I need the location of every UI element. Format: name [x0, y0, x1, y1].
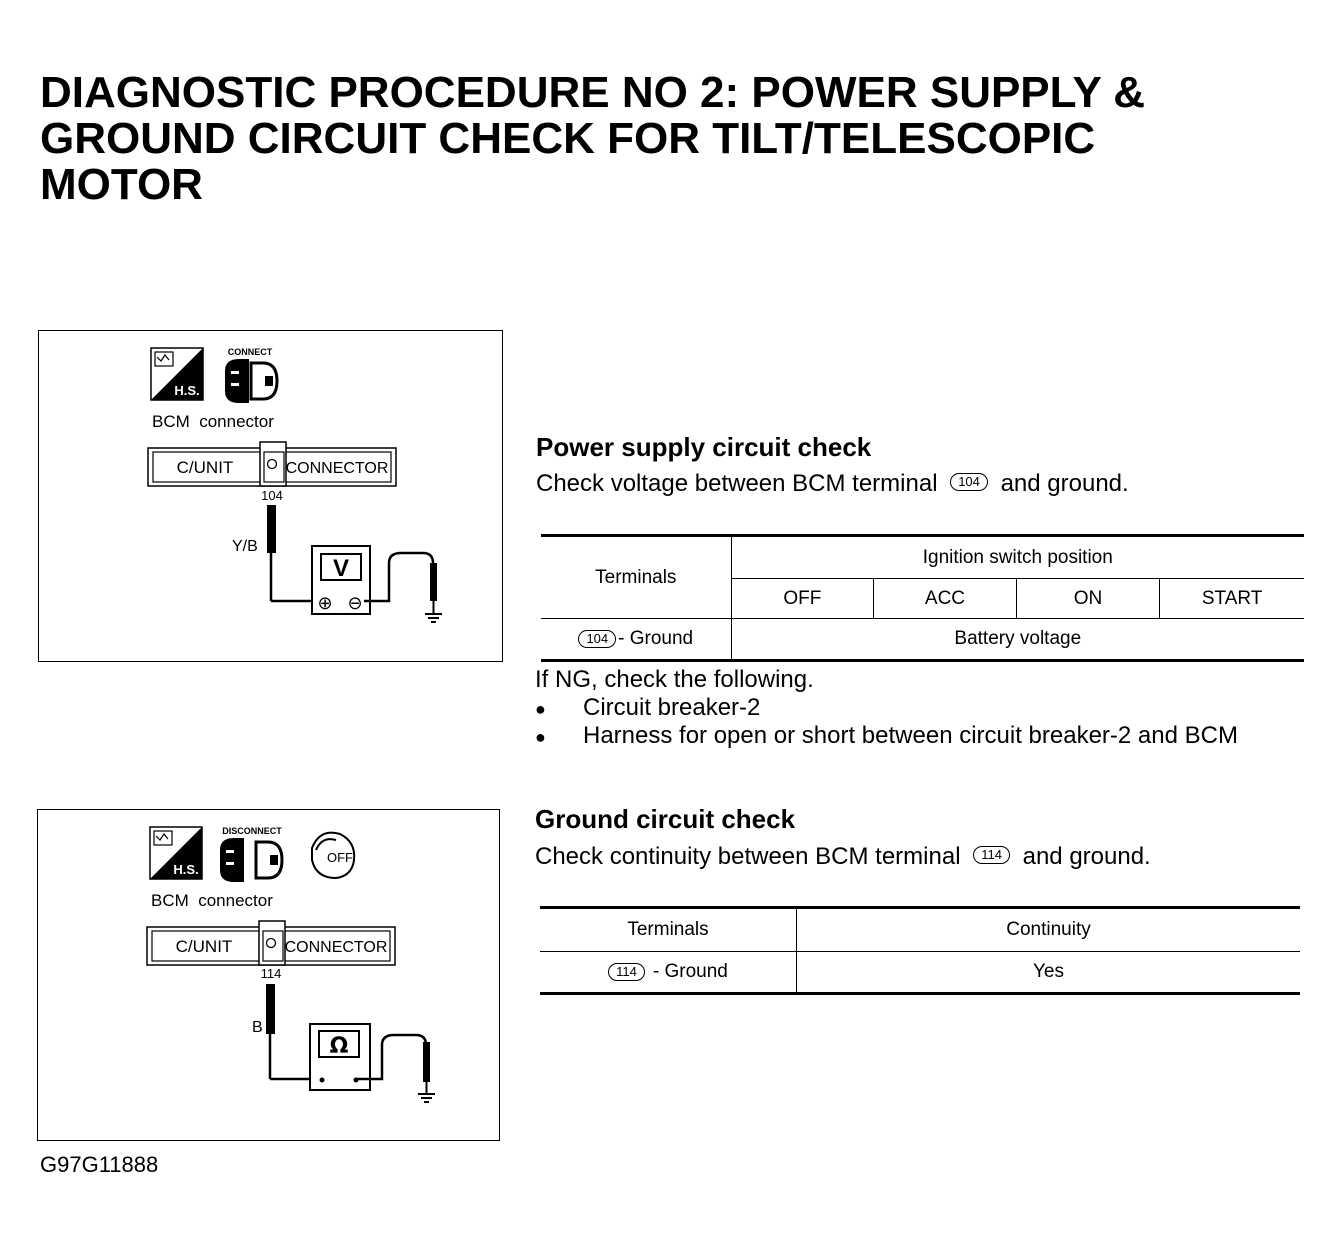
- bcm-connector-label: BCM connector: [152, 412, 274, 431]
- bcm-connector-label: BCM connector: [151, 891, 273, 910]
- terminal-cell: [540, 952, 797, 994]
- terminal-badge: 104: [950, 473, 988, 491]
- ng-instruction: If NG, check the following.: [535, 666, 814, 693]
- ground-circuit-table: [540, 906, 1300, 995]
- wire-color-label: Y/B: [232, 538, 258, 555]
- connector-box-label: CONNECTOR: [285, 460, 389, 477]
- terminals-header: Terminals: [541, 536, 731, 619]
- terminals-header: Terminals: [540, 908, 797, 952]
- title-line-2: GROUND CIRCUIT CHECK FOR TILT/TELESCOPIC: [40, 114, 1096, 163]
- cunit-label: C/UNIT: [176, 458, 234, 477]
- figure-id: G97G11888: [40, 1152, 159, 1177]
- plus-terminal: ⊕: [317, 593, 333, 614]
- bullet-icon: ●: [535, 727, 546, 747]
- ground-lead: [364, 553, 437, 613]
- list-item-text: Circuit breaker-2: [583, 694, 761, 721]
- ignition-header: Ignition switch position: [731, 536, 1304, 579]
- bcm-connector-box: [147, 921, 395, 965]
- description-text-after: and ground.: [1022, 843, 1151, 870]
- connector-connect-icon: [225, 347, 277, 403]
- wire-color-label: B: [252, 1019, 263, 1036]
- continuity-value-cell: Yes: [797, 952, 1301, 994]
- terminal-number: 114: [260, 966, 282, 981]
- page-title: [40, 70, 1240, 208]
- position-start: START: [1160, 579, 1304, 619]
- bullet-icon: ●: [535, 699, 546, 719]
- terminal-cell: [541, 619, 731, 661]
- ground-circuit-heading: Ground circuit check: [535, 804, 796, 834]
- power-supply-description: [536, 470, 1129, 498]
- ground-circuit-description: [535, 843, 1151, 871]
- power-supply-table: [541, 534, 1304, 662]
- position-on: ON: [1016, 579, 1160, 619]
- list-item: [535, 722, 1238, 750]
- ground-symbol-icon: [425, 614, 442, 622]
- connect-label: CONNECT: [227, 347, 273, 357]
- position-off: OFF: [731, 579, 874, 619]
- list-item-text: Harness for open or short between circuit breaker-2 and BCM: [583, 722, 1238, 749]
- continuity-header: Continuity: [797, 908, 1301, 952]
- connector-box-label: CONNECTOR: [284, 939, 388, 956]
- hand-service-tool-icon: [150, 827, 202, 879]
- ignition-key-off-icon: [312, 833, 354, 878]
- power-supply-diagram: [38, 330, 503, 662]
- ground-text: - Ground: [618, 628, 694, 649]
- title-line-3: MOTOR: [40, 160, 203, 209]
- ground-text: - Ground: [652, 961, 728, 982]
- hs-label: H.S.: [174, 383, 200, 398]
- terminal-number: 104: [261, 488, 283, 503]
- bcm-connector-box: [148, 442, 396, 486]
- battery-voltage-cell: Battery voltage: [731, 619, 1304, 661]
- ground-circuit-diagram: [37, 809, 500, 1141]
- ground-symbol-icon: [418, 1094, 435, 1102]
- terminal-badge: 114: [973, 846, 1010, 864]
- terminal-badge: 114: [608, 963, 645, 981]
- meter-symbol: V: [332, 555, 350, 582]
- hs-label: H.S.: [173, 862, 199, 877]
- description-text-before: Check voltage between BCM terminal: [536, 470, 938, 497]
- hand-service-tool-icon: [151, 348, 203, 400]
- title-line-1: DIAGNOSTIC PROCEDURE NO 2: POWER SUPPLY &: [40, 68, 1146, 117]
- voltmeter-icon: [312, 546, 370, 614]
- minus-terminal: ⊖: [347, 593, 363, 614]
- disconnect-label: DISCONNECT: [222, 826, 282, 836]
- position-acc: ACC: [874, 579, 1017, 619]
- description-text-after: and ground.: [1000, 470, 1129, 497]
- terminal-badge: 104: [578, 630, 616, 648]
- meter-symbol: Ω: [329, 1034, 349, 1059]
- description-text-before: Check continuity between BCM terminal: [535, 843, 961, 870]
- power-supply-heading: Power supply circuit check: [536, 432, 872, 462]
- connector-disconnect-icon: [220, 826, 282, 882]
- cunit-label: C/UNIT: [175, 937, 233, 956]
- key-off-label: OFF: [327, 850, 353, 865]
- list-item: [535, 694, 760, 722]
